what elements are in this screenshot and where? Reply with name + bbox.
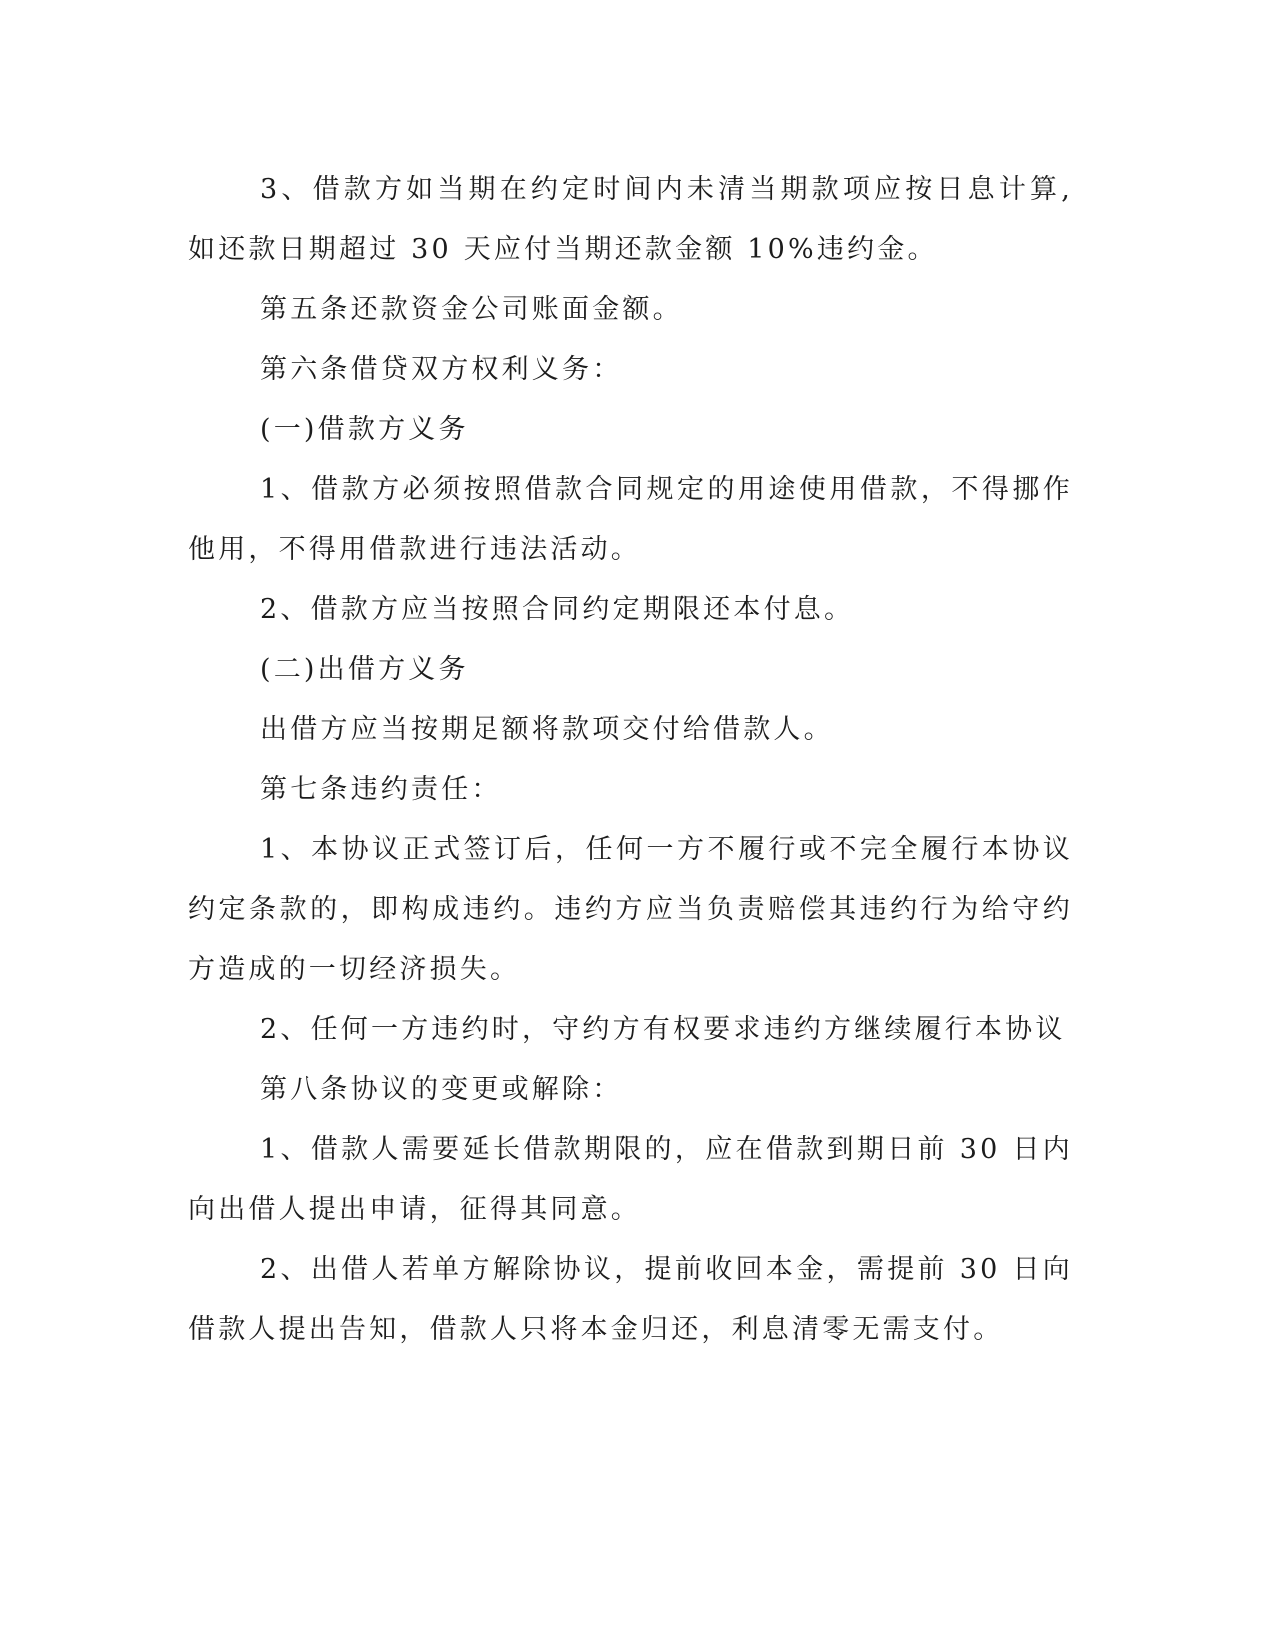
paragraph-article-7-heading: 第七条违约责任： [260, 774, 502, 805]
paragraph-lender-obligations-heading: (二)出借方义务 [260, 654, 469, 685]
paragraph-breach-2: 2、任何一方违约时，守约方有权要求违约方继续履行本协议 [260, 1014, 1066, 1045]
paragraph-article-6-heading: 第六条借贷双方权利义务： [260, 354, 623, 385]
paragraph-termination: 2、出借人若单方解除协议，提前收回本金，需提前 30 日向借款人提出告知，借款人只将本金归还，利息清零无需支付。 [188, 1254, 1073, 1345]
paragraph-breach-1: 1、本协议正式签订后，任何一方不履行或不完全履行本协议约定条款的，即构成违约。违约方应当负责赔偿其违约行为给守约方造成的一切经济损失。 [188, 834, 1073, 985]
paragraph-borrower-obligations-heading: (一)借款方义务 [260, 414, 469, 445]
paragraph-article-5: 第五条还款资金公司账面金额。 [260, 294, 683, 325]
document-body [188, 160, 1073, 1360]
paragraph-extension: 1、借款人需要延长借款期限的，应在借款到期日前 30 日内向出借人提出申请，征得其同意。 [188, 1134, 1073, 1225]
paragraph-borrower-obligation-2: 2、借款方应当按照合同约定期限还本付息。 [260, 594, 855, 625]
paragraph-lender-obligation: 出借方应当按期足额将款项交付给借款人。 [260, 714, 834, 745]
paragraph-article-8-heading: 第八条协议的变更或解除： [260, 1074, 623, 1105]
paragraph-borrower-obligation-1: 1、借款方必须按照借款合同规定的用途使用借款，不得挪作他用，不得用借款进行违法活动。 [188, 474, 1073, 565]
paragraph-late-payment-penalty: 3、借款方如当期在约定时间内未清当期款项应按日息计算,如还款日期超过 30 天应付当期还款金额 10%违约金。 [188, 174, 1073, 265]
